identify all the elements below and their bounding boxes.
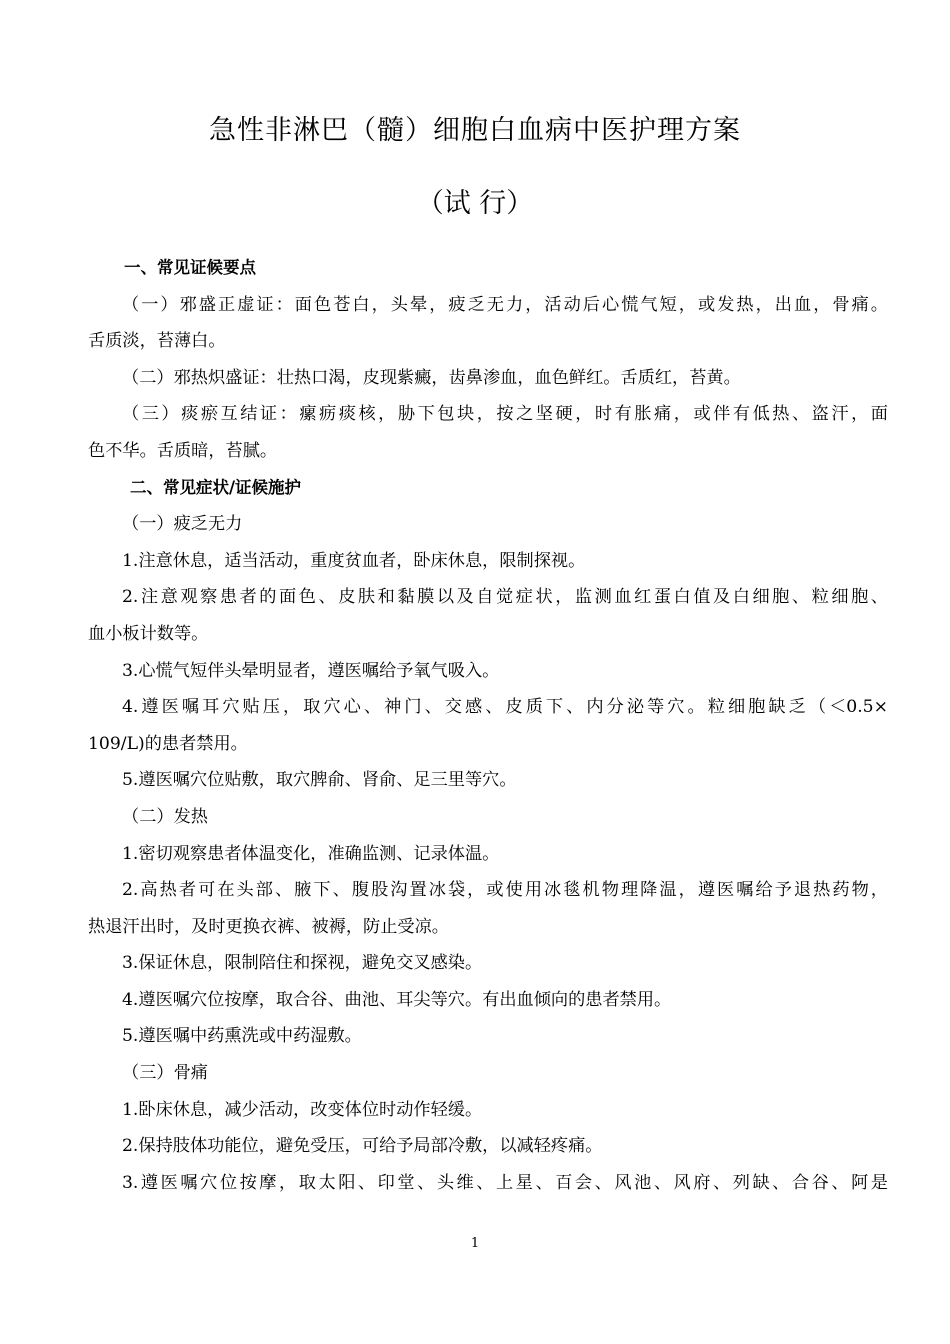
- body-line: 血小板计数等。: [88, 623, 209, 644]
- body-line: 3.心慌气短伴头晕明显者，遵医嘱给予氧气吸入。: [122, 660, 500, 681]
- body-line: 5.遵医嘱中药熏洗或中药湿敷。: [122, 1026, 362, 1047]
- body-line: （二）邪热炽盛证：壮热口渴，皮现紫癜，齿鼻渗血，血色鲜红。舌质红，苔黄。: [122, 367, 741, 388]
- body-line: 1.密切观察患者体温变化，准确监测、记录体温。: [122, 843, 500, 864]
- subsection-heading: （一）疲乏无力: [122, 514, 243, 535]
- body-line: （三）痰瘀互结证：瘰疬痰核，胁下包块，按之坚硬，时有胀痛，或伴有低热、盗汗，面: [122, 404, 888, 425]
- body-line: 109/L)的患者禁用。: [88, 733, 248, 754]
- body-line: 舌质淡，苔薄白。: [88, 331, 226, 352]
- document-subtitle: （试 行）: [416, 188, 534, 219]
- section-heading: 二、常见症状/证候施护: [130, 477, 302, 497]
- body-line: 2.高热者可在头部、腋下、腹股沟置冰袋，或使用冰毯机物理降温，遵医嘱给予退热药物，: [122, 880, 888, 901]
- body-line: 5.遵医嘱穴位贴敷，取穴脾俞、肾俞、足三里等穴。: [122, 770, 517, 791]
- body-line: 3.遵医嘱穴位按摩，取太阳、印堂、头维、上星、百会、风池、风府、列缺、合谷、阿是: [122, 1172, 888, 1193]
- body-line: 1.注意休息，适当活动，重度贫血者，卧床休息，限制探视。: [122, 550, 586, 571]
- subsection-heading: （二）发热: [122, 806, 208, 827]
- body-line: 4.遵医嘱耳穴贴压，取穴心、神门、交感、皮质下、内分泌等穴。粒细胞缺乏（＜0.5×: [122, 697, 888, 718]
- body-line: 2.注意观察患者的面色、皮肤和黏膜以及自觉症状，监测血红蛋白值及白细胞、粒细胞、: [122, 587, 888, 608]
- body-line: （一）邪盛正虚证：面色苍白，头晕，疲乏无力，活动后心慌气短，或发热，出血，骨痛。: [122, 294, 888, 315]
- document-title: 急性非淋巴（髓）细胞白血病中医护理方案: [209, 115, 741, 146]
- body-line: 热退汗出时，及时更换衣裤、被褥，防止受凉。: [88, 916, 449, 937]
- page-number: 1: [470, 1236, 480, 1251]
- body-line: 1.卧床休息，减少活动，改变体位时动作轻缓。: [122, 1099, 483, 1120]
- document-body: [88, 250, 888, 1201]
- body-line: 色不华。舌质暗，苔腻。: [88, 440, 278, 461]
- body-line: 2.保持肢体功能位，避免受压，可给予局部冷敷，以减轻疼痛。: [122, 1136, 603, 1157]
- section-heading: 一、常见证候要点: [124, 258, 256, 277]
- subsection-heading: （三）骨痛: [122, 1063, 208, 1084]
- body-line: 4.遵医嘱穴位按摩，取合谷、曲池、耳尖等穴。有出血倾向的患者禁用。: [122, 989, 672, 1010]
- body-line: 3.保证休息，限制陪住和探视，避免交叉感染。: [122, 953, 483, 974]
